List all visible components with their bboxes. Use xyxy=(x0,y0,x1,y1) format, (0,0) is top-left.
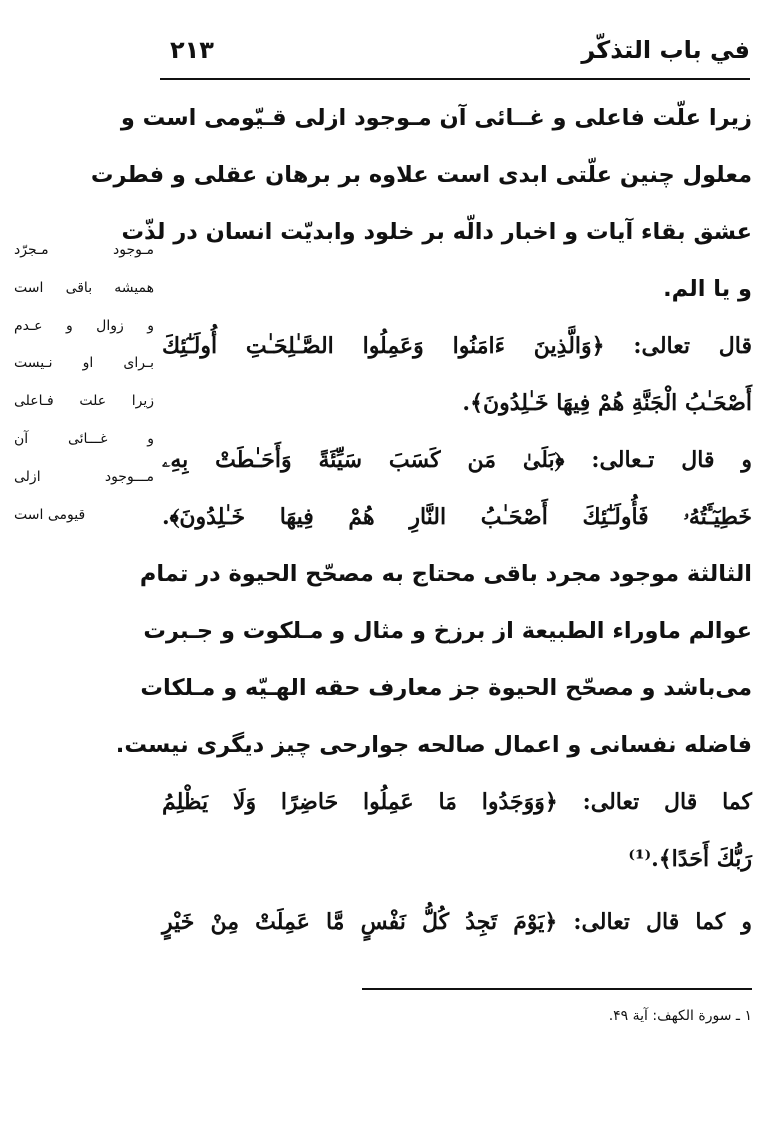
text-line: معلول چنين علّتى ابدى است علاوه بر برهان عقلى و فطرت xyxy=(90,162,752,188)
quran-verse-line: كما قال تعالى: ﴿وَوَجَدُوا مَا عَمِلُوا حَاضِرًا وَلَا يَظْلِمُ xyxy=(162,789,752,815)
quran-verse-line: و كما قال تعالى: ﴿يَوْمَ تَجِدُ كُلُّ نَفْسٍ مَّا عَمِلَتْ مِنْ خَيْرٍ xyxy=(162,909,752,935)
margin-note xyxy=(14,232,154,534)
quran-verse-line: قال تعالى: ﴿وَالَّذِينَ ءَامَنُوا وَعَمِلُوا الصَّـٰلِحَـٰتِ أُولَـٰٓئِكَ xyxy=(162,333,752,359)
text-line: و يا الم. xyxy=(663,276,752,302)
margin-note-line: و غـــائى آن xyxy=(14,430,154,447)
text-line: عشق بقاء آيات و اخبار دالّه بر خلود وابديّت انسان در لذّت xyxy=(121,219,752,245)
quran-verse-line: أَصْحَـٰبُ الْجَنَّةِ هُمْ فِيهَا خَـٰلِدُونَ﴾. xyxy=(462,390,752,416)
text-line: عوالم ماوراء الطبيعة از برزخ و مثال و مـلكوت و جـبرت xyxy=(143,618,752,644)
margin-note-line: بـراى او نـيست xyxy=(14,355,154,372)
margin-note-line: مـوجود مـجرّد xyxy=(14,242,154,258)
quran-verse-line: و قال تـعالى: ﴿بَلَىٰ مَن كَسَبَ سَيِّئَةً وَأَحَـٰطَتْ بِهِۦ xyxy=(162,447,752,473)
footnote: ١ ـ سورة الكهف: آية ۴۹. xyxy=(608,1008,752,1024)
text-line: مى‌باشد و مصحّح الحيوة جز معارف حقه الهـيّه و مـلكات xyxy=(140,675,752,701)
chapter-title: في باب التذكّر xyxy=(581,36,750,64)
quran-verse-line: خَطِيٓـَٔتُهُۥ فَأُولَـٰٓئِكَ أَصْحَـٰبُ النَّارِ هُمْ فِيهَا خَـٰلِدُونَ﴾. xyxy=(162,504,752,530)
header-divider xyxy=(160,78,750,80)
margin-note-line: مـــوجود ازلى xyxy=(14,468,154,485)
margin-note-line: قيومى است xyxy=(14,506,86,523)
quran-verse-line: رَبُّكَ أَحَدًا﴾.⁽¹⁾ xyxy=(628,846,752,872)
text-line: زيرا علّت فاعلى و غــائى آن مـوجود ازلى قـيّومى است و xyxy=(120,105,752,131)
text-line: فاضله نفسانى و اعمال صالحه جوارحى چيز ديگرى نيست. xyxy=(115,732,752,758)
running-header xyxy=(160,36,750,76)
main-text xyxy=(90,90,752,951)
margin-note-line: زيرا علت فـاعلى xyxy=(14,393,154,410)
footnote-divider xyxy=(362,988,752,990)
margin-note-line: هميشه باقى است xyxy=(14,279,154,296)
page-number: ٢١٣ xyxy=(170,36,214,64)
margin-note-line: و زوال و عـدم xyxy=(14,317,154,334)
text-line: الثالثة موجود مجرد باقى محتاج به مصحّح الحيوة در تمام xyxy=(139,561,752,587)
